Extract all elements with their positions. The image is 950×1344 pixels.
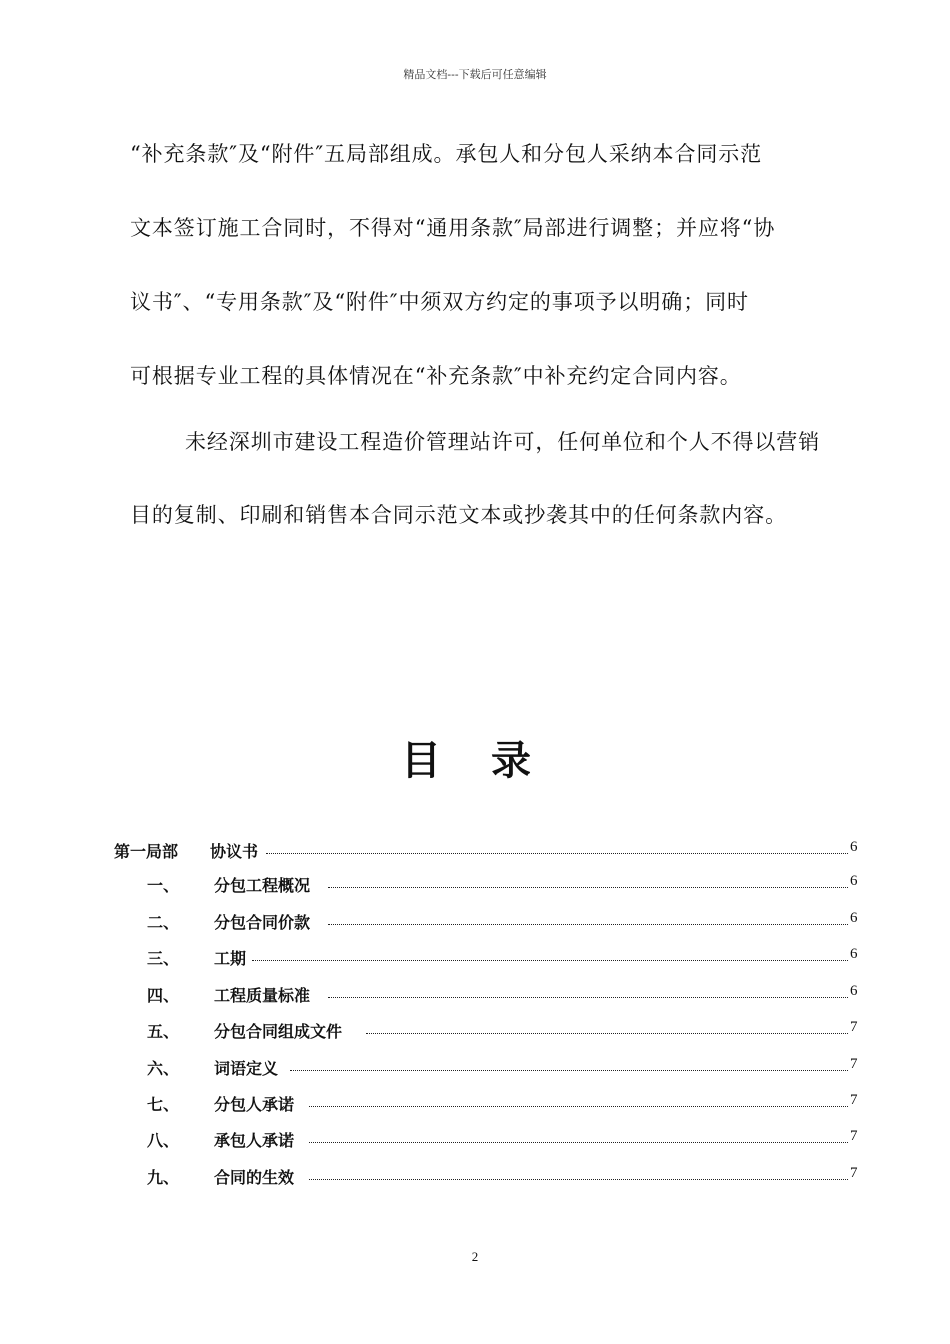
toc-entry[interactable] xyxy=(0,839,950,863)
toc-leader-dots xyxy=(309,1106,848,1107)
toc-entry[interactable] xyxy=(0,910,950,934)
toc-leader-dots xyxy=(328,997,848,998)
toc-leader-dots xyxy=(309,1179,848,1180)
toc-entry-label: 协议书 xyxy=(210,842,259,861)
toc-entry[interactable] xyxy=(0,946,950,970)
toc-leader-dots xyxy=(266,853,848,854)
toc-entry-page: 7 xyxy=(850,1165,858,1181)
toc-entry-label: 分包工程概况 xyxy=(214,876,311,895)
toc-entry-number: 六、 xyxy=(147,1059,180,1078)
toc-entry-page: 7 xyxy=(850,1019,858,1035)
toc-entry-number: 一、 xyxy=(147,876,180,895)
toc-entry-page: 6 xyxy=(850,983,858,999)
toc-entry-page: 6 xyxy=(850,839,858,855)
toc-leader-dots xyxy=(252,960,848,961)
toc-leader-dots xyxy=(290,1070,848,1071)
toc-entry[interactable] xyxy=(0,1056,950,1080)
body-line-1: “补充条款″及“附件″五局部组成。承包人和分包人采纳本合同示范 xyxy=(130,142,763,166)
toc-title: 目 录 xyxy=(401,737,549,784)
toc-entry-page: 7 xyxy=(850,1128,858,1144)
toc-entry-page: 6 xyxy=(850,946,858,962)
toc-entry-number: 二、 xyxy=(147,913,180,932)
toc-entry-page: 6 xyxy=(850,910,858,926)
toc-entry-label: 分包人承诺 xyxy=(214,1095,295,1114)
toc-entry-page: 7 xyxy=(850,1056,858,1072)
toc-leader-dots xyxy=(309,1142,848,1143)
toc-entry[interactable] xyxy=(0,983,950,1007)
toc-entry-label: 工期 xyxy=(214,949,247,968)
toc-entry-label: 分包合同组成文件 xyxy=(214,1022,343,1041)
toc-leader-dots xyxy=(328,924,848,925)
body-line-4: 可根据专业工程的具体情况在“补充条款″中补充约定合同内容。 xyxy=(130,364,742,388)
toc-entry[interactable] xyxy=(0,873,950,897)
body-line-5: 未经深圳市建设工程造价管理站许可，任何单位和个人不得以营销 xyxy=(185,430,821,454)
toc-entry-label: 工程质量标准 xyxy=(214,986,311,1005)
toc-entry-page: 6 xyxy=(850,873,858,889)
body-line-6: 目的复制、印刷和销售本合同示范文本或抄袭其中的任何条款内容。 xyxy=(130,503,787,527)
toc-leader-dots xyxy=(328,887,848,888)
page-header: 精品文档---下载后可任意编辑 xyxy=(403,68,547,81)
toc-entry-number: 九、 xyxy=(147,1168,180,1187)
page-number: 2 xyxy=(471,1249,479,1264)
body-line-2: 文本签订施工合同时，不得对“通用条款″局部进行调整；并应将“协 xyxy=(130,216,776,240)
toc-entry-number: 八、 xyxy=(147,1131,180,1150)
toc-entry-page: 7 xyxy=(850,1092,858,1108)
toc-entry-number: 第一局部 xyxy=(114,842,179,861)
toc-entry-label: 分包合同价款 xyxy=(214,913,311,932)
body-line-3: 议书″、“专用条款″及“附件″中须双方约定的事项予以明确；同时 xyxy=(130,290,749,314)
toc-entry-number: 七、 xyxy=(147,1095,180,1114)
toc-entry-label: 承包人承诺 xyxy=(214,1131,295,1150)
toc-entry-number: 四、 xyxy=(147,986,180,1005)
toc-entry[interactable] xyxy=(0,1165,950,1189)
toc-leader-dots xyxy=(366,1033,848,1034)
toc-entry-number: 三、 xyxy=(147,949,180,968)
toc-entry[interactable] xyxy=(0,1092,950,1116)
toc-entry[interactable] xyxy=(0,1019,950,1043)
toc-entry-number: 五、 xyxy=(147,1022,180,1041)
toc-entry-label: 词语定义 xyxy=(214,1059,279,1078)
toc-entry[interactable] xyxy=(0,1128,950,1152)
toc-entry-label: 合同的生效 xyxy=(214,1168,295,1187)
